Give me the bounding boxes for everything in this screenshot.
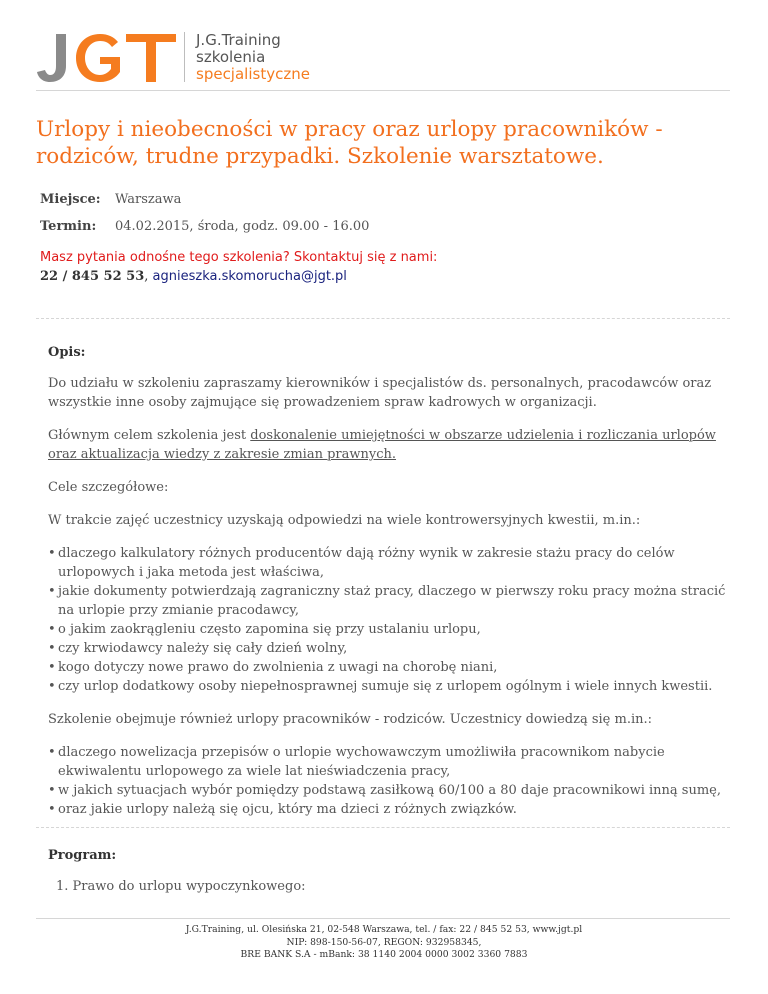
contact-box — [40, 248, 437, 286]
date-label: Termin: — [40, 219, 97, 234]
opis-heading: Opis: — [48, 345, 86, 360]
program-list — [48, 877, 728, 896]
contact-separator: , — [144, 269, 149, 284]
footer-rule — [36, 918, 730, 919]
parents-intro: Szkolenie obejmuje również urlopy pracowników - rodziców. Uczestnicy dowiedzą się m.in.: — [48, 712, 653, 727]
header-rule — [36, 90, 730, 91]
jgt-logo-mark — [36, 30, 178, 84]
date-value: 04.02.2015, środa, godz. 09.00 - 16.00 — [115, 219, 370, 234]
program-heading: Program: — [48, 848, 117, 863]
logo-line-1: J.G.Training — [196, 31, 281, 49]
footer-address: J.G.Training, ul. Olesińska 21, 02-548 Warszawa, tel. / fax: 22 / 845 52 53, www.jgt.pl — [185, 924, 583, 935]
logo-line-3: specjalistyczne — [196, 65, 310, 83]
list-item: • oraz jakie urlopy należą się ojcu, który ma dzieci z różnych związków. — [48, 800, 728, 819]
parents-list — [48, 743, 728, 819]
section-divider — [36, 318, 730, 319]
page-footer — [0, 924, 768, 962]
goal-underlined: doskonalenie umiejętności w obszarze udzielenia i rozliczania urlopów oraz aktualizacja wiedzy z zakresie zmian prawnych. — [48, 428, 716, 462]
section-divider — [36, 827, 730, 828]
footer-tax-ids: NIP: 898-150-56-07, REGON: 932958345, — [286, 936, 482, 948]
list-item: • dlaczego nowelizacja przepisów o urlopie wychowawczym umożliwiła pracownikom nabycie ekwiwalentu urlopowego za wiele lat nieświadczenia pracy, — [48, 743, 728, 781]
opis-goal — [48, 426, 728, 464]
list-item: • czy urlop dodatkowy osoby niepełnosprawnej sumuje się z urlopem ogólnym i wiele innych kwestii. — [48, 677, 728, 696]
program-section — [48, 846, 728, 896]
contact-phone[interactable]: 22 / 845 52 53 — [40, 269, 145, 284]
program-item: 1. Prawo do urlopu wypoczynkowego: — [56, 879, 306, 894]
page-title: Urlopy i nieobecności w pracy oraz urlopy pracowników - rodziców, trudne przypadki. Szkolenie warsztatowe. — [36, 117, 663, 169]
contact-email-link[interactable]: agnieszka.skomorucha@jgt.pl — [152, 269, 347, 284]
contact-question: Masz pytania odnośne tego szkolenia? Skontaktuj się z nami: — [40, 250, 438, 265]
meta-place-row — [40, 186, 369, 213]
logo-text — [196, 32, 310, 83]
list-item: • kogo dotyczy nowe prawo do zwolnienia z uwagi na chorobę niani, — [48, 658, 728, 677]
list-item: • dlaczego kalkulatory różnych producentów dają różny wynik w zakresie stażu pracy do celów urlopowych i jaka metoda jest właściwa, — [48, 544, 728, 582]
logo-line-2: szkolenia — [196, 48, 266, 66]
brand-logo — [36, 30, 310, 88]
list-item: • o jakim zaokrągleniu często zapomina się przy ustalaniu urlopu, — [48, 620, 728, 639]
list-item: • w jakich sytuacjach wybór pomiędzy podstawą zasiłkową 60/100 a 80 daje pracownikowi inną sumę, — [48, 781, 728, 800]
footer-bank: BRE BANK S.A - mBank: 38 1140 2004 0000 3002 3360 7883 — [240, 949, 528, 960]
logo-divider — [184, 32, 185, 82]
answers-intro: W trakcie zajęć uczestnicy uzyskają odpowiedzi na wiele kontrowersyjnych kwestii, m.in.: — [48, 513, 641, 528]
list-item: • czy krwiodawcy należy się cały dzień wolny, — [48, 639, 728, 658]
detailed-goals: Cele szczegółowe: — [48, 480, 169, 495]
opis-intro: Do udziału w szkoleniu zapraszamy kierowników i specjalistów ds. personalnych, pracodawców oraz wszystkie inne osoby zajmujące się prowadzeniem spraw kadrowych w organizacji. — [48, 376, 712, 410]
goal-prefix: Głównym celem szkolenia jest — [48, 428, 251, 443]
opis-section — [48, 343, 728, 819]
questions-list — [48, 544, 728, 696]
meta-date-row — [40, 213, 369, 240]
list-item: • jakie dokumenty potwierdzają zagraniczny staż pracy, dlaczego w pierwszy roku pracy można stracić na urlopie przy zmianie pracodawcy, — [48, 582, 728, 620]
event-meta — [40, 186, 369, 240]
place-value: Warszawa — [115, 192, 182, 207]
place-label: Miejsce: — [40, 192, 101, 207]
